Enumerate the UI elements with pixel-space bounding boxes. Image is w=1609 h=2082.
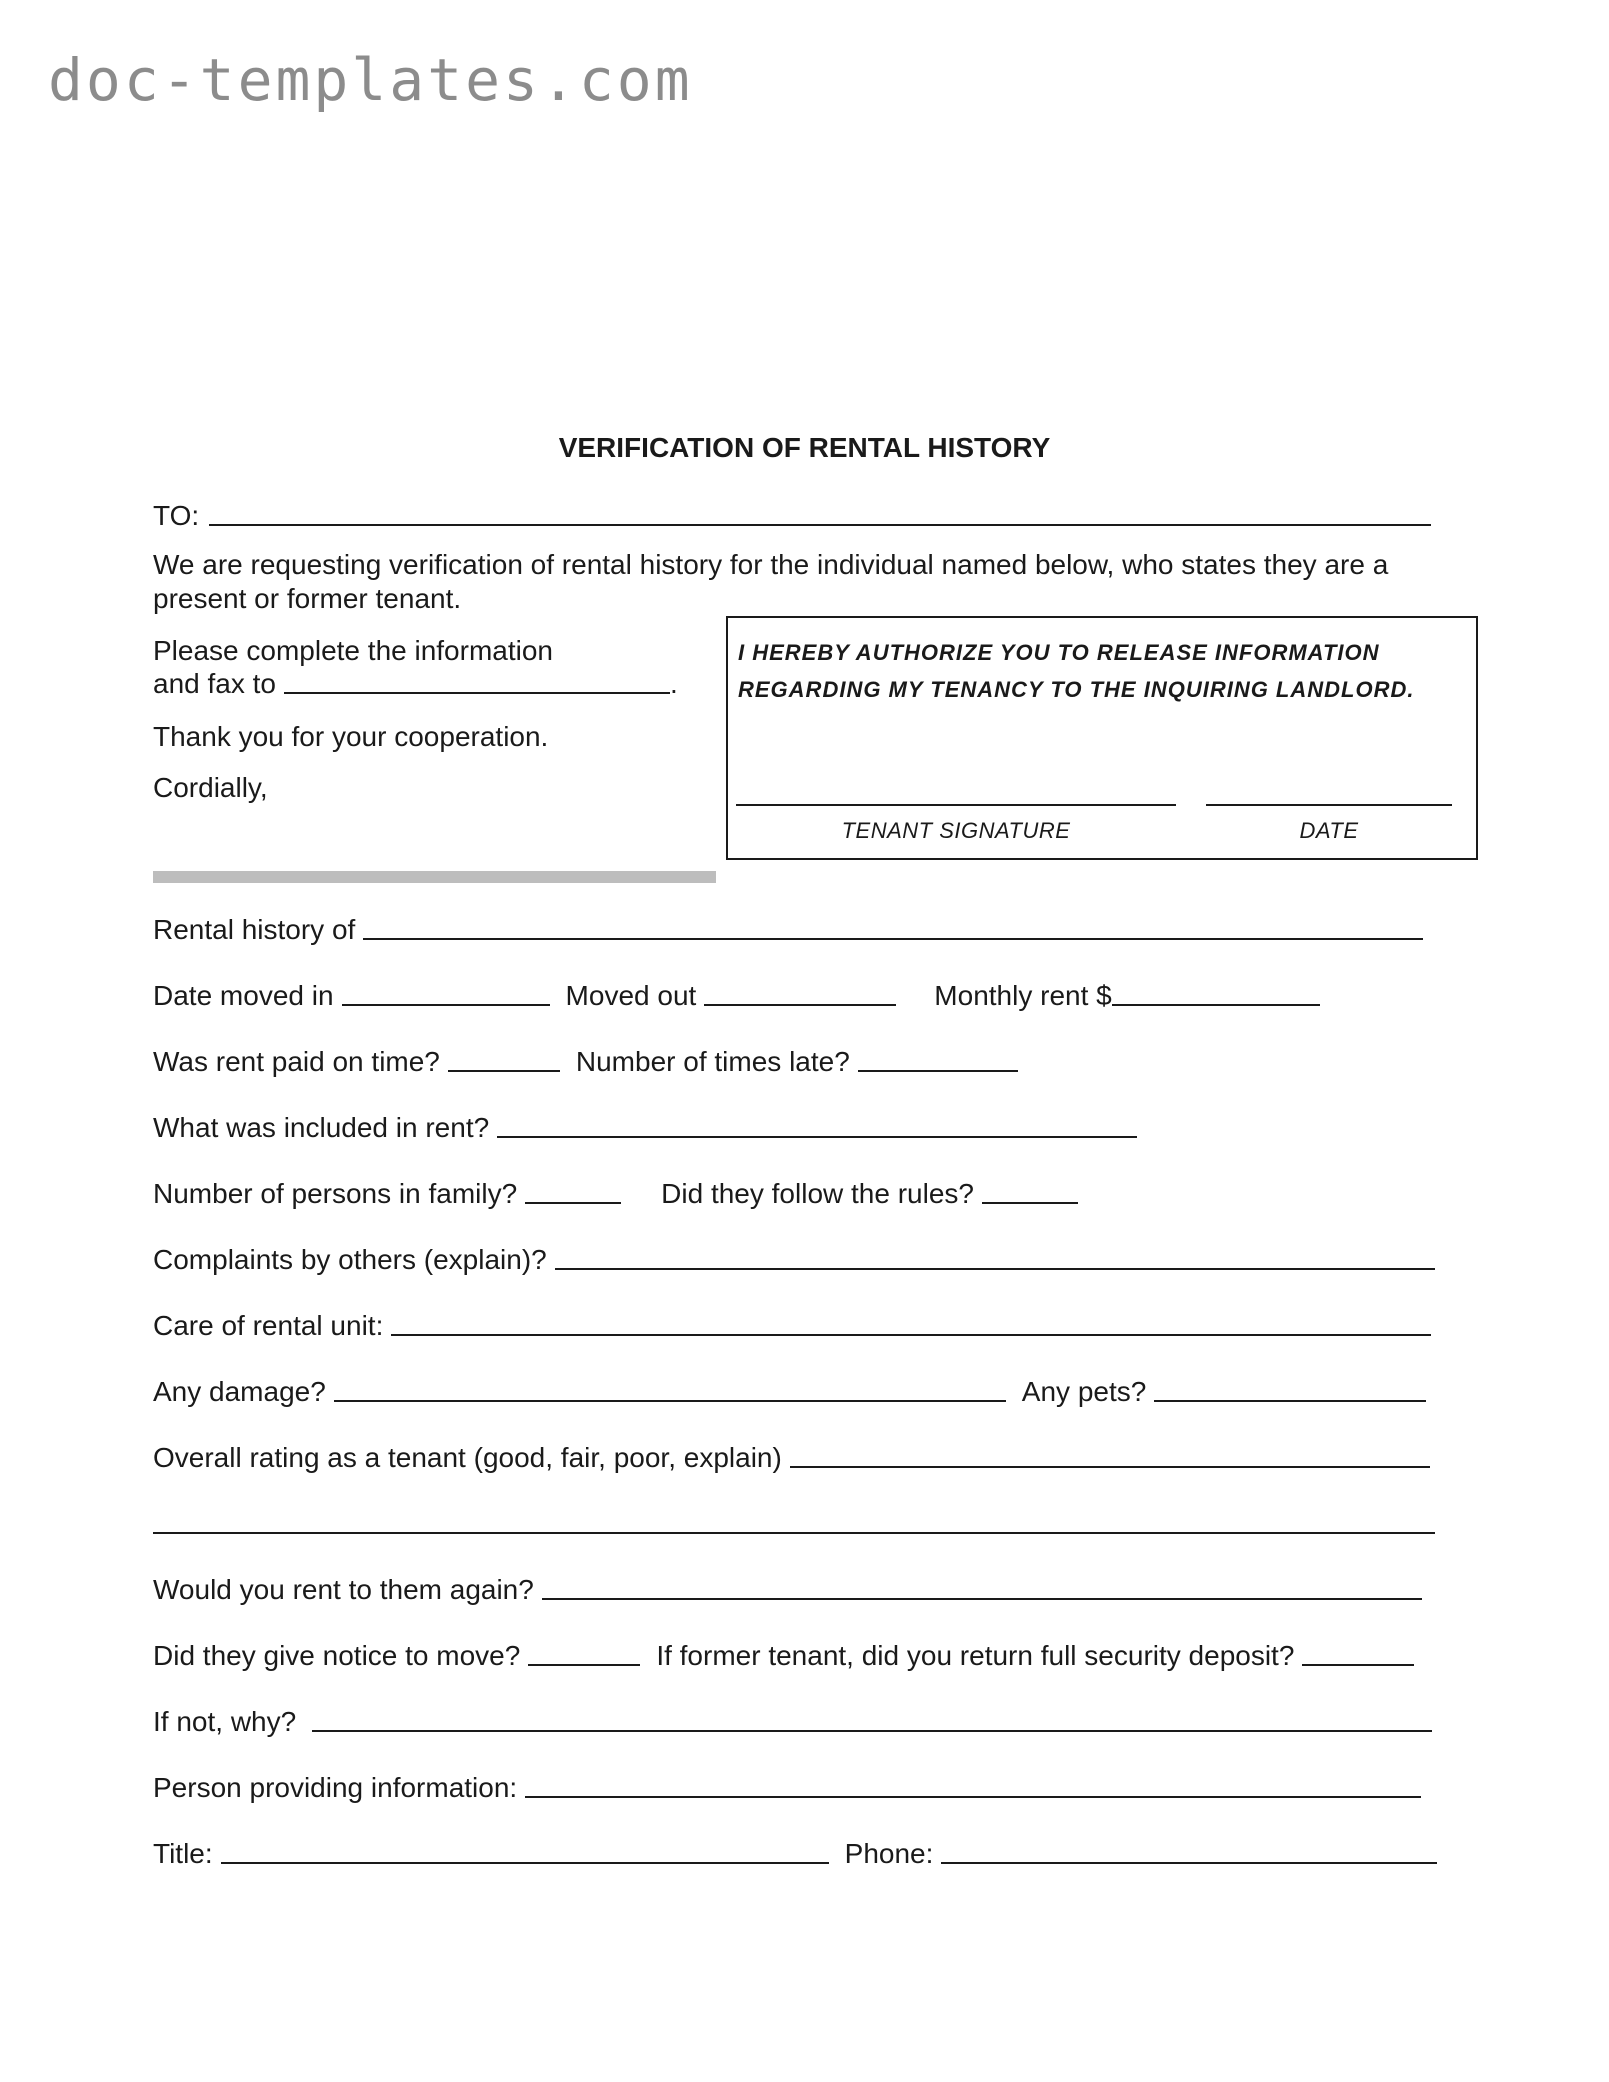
moved-out-field[interactable] [704, 1000, 896, 1006]
rental-history-row [153, 906, 1423, 946]
included-in-rent-label: What was included in rent? [153, 1112, 490, 1143]
if-not-why-field[interactable] [312, 1726, 1432, 1732]
fax-number-field[interactable] [284, 688, 670, 694]
fax-label: and fax to [153, 668, 276, 699]
rating-row [153, 1434, 1430, 1474]
cordially-text: Cordially, [153, 772, 268, 803]
care-of-unit-field[interactable] [391, 1330, 1431, 1336]
if-not-why-row [153, 1698, 1432, 1738]
rent-timeliness-row [153, 1038, 1018, 1078]
included-row [153, 1104, 1137, 1144]
date-moved-in-field[interactable] [342, 1000, 550, 1006]
follow-rules-field[interactable] [982, 1198, 1078, 1204]
any-damage-label: Any damage? [153, 1376, 326, 1407]
overall-rating-label: Overall rating as a tenant (good, fair, poor, explain) [153, 1442, 782, 1473]
rental-history-label: Rental history of [153, 914, 356, 945]
overall-rating-continuation-field[interactable] [153, 1528, 1435, 1534]
authorization-line-2: REGARDING MY TENANCY TO THE INQUIRING LANDLORD. [738, 677, 1415, 702]
complaints-label: Complaints by others (explain)? [153, 1244, 547, 1275]
phone-label: Phone: [844, 1838, 934, 1869]
care-row [153, 1302, 1431, 1342]
rent-on-time-field[interactable] [448, 1066, 560, 1072]
to-row [153, 492, 1431, 532]
returned-deposit-label: If former tenant, did you return full security deposit? [656, 1640, 1295, 1671]
tenant-date-field[interactable] [1206, 804, 1452, 806]
tenant-signature-field[interactable] [736, 804, 1176, 806]
persons-in-family-label: Number of persons in family? [153, 1178, 518, 1209]
to-label: TO: [153, 500, 200, 531]
title-label: Title: [153, 1838, 213, 1869]
rent-again-row [153, 1566, 1422, 1606]
title-phone-row [153, 1830, 1437, 1870]
monthly-rent-field[interactable] [1112, 1000, 1320, 1006]
person-providing-row [153, 1764, 1421, 1804]
any-pets-label: Any pets? [1021, 1376, 1147, 1407]
any-pets-field[interactable] [1154, 1396, 1426, 1402]
complete-instruction-line1: Please complete the information [153, 635, 553, 666]
damage-pets-row [153, 1368, 1426, 1408]
follow-rules-label: Did they follow the rules? [661, 1178, 974, 1209]
to-field[interactable] [209, 520, 1431, 526]
if-not-why-label: If not, why? [153, 1706, 297, 1737]
dates-row [153, 972, 1320, 1012]
care-of-unit-label: Care of rental unit: [153, 1310, 384, 1341]
notice-deposit-row [153, 1632, 1414, 1672]
intro-paragraph: We are requesting verification of rental history for the individual named below, who states they are a present or former tenant. [153, 549, 1389, 614]
monthly-rent-label: Monthly rent $ [934, 980, 1112, 1011]
tenant-name-field[interactable] [363, 934, 1423, 940]
rent-again-field[interactable] [542, 1594, 1422, 1600]
persons-in-family-field[interactable] [525, 1198, 621, 1204]
overall-rating-field[interactable] [790, 1462, 1430, 1468]
person-providing-label: Person providing information: [153, 1772, 518, 1803]
authorization-text [738, 634, 1458, 708]
tenant-signature-label: TENANT SIGNATURE [841, 818, 1071, 843]
watermark: doc-templates.com [48, 46, 693, 114]
section-divider [153, 871, 716, 883]
gave-notice-field[interactable] [528, 1660, 640, 1666]
rent-on-time-label: Was rent paid on time? [153, 1046, 440, 1077]
person-providing-field[interactable] [525, 1792, 1421, 1798]
date-label: DATE [1299, 818, 1359, 843]
phone-field[interactable] [941, 1858, 1437, 1864]
any-damage-field[interactable] [334, 1396, 1006, 1402]
fax-period: . [669, 668, 678, 699]
times-late-field[interactable] [858, 1066, 1018, 1072]
document-title: VERIFICATION OF RENTAL HISTORY [558, 432, 1051, 463]
complaints-row [153, 1236, 1435, 1276]
family-rules-row [153, 1170, 1078, 1210]
moved-out-label: Moved out [565, 980, 697, 1011]
times-late-label: Number of times late? [575, 1046, 850, 1077]
rating-continuation-row [153, 1500, 1435, 1540]
fax-row [153, 660, 678, 700]
authorization-line-1: I HEREBY AUTHORIZE YOU TO RELEASE INFORMATION [738, 640, 1380, 665]
gave-notice-label: Did they give notice to move? [153, 1640, 521, 1671]
complaints-field[interactable] [555, 1264, 1435, 1270]
thanks-text: Thank you for your cooperation. [153, 721, 549, 752]
title-field[interactable] [221, 1858, 829, 1864]
authorization-box [726, 616, 1478, 860]
included-in-rent-field[interactable] [497, 1132, 1137, 1138]
date-moved-in-label: Date moved in [153, 980, 334, 1011]
returned-deposit-field[interactable] [1302, 1660, 1414, 1666]
rent-again-label: Would you rent to them again? [153, 1574, 534, 1605]
